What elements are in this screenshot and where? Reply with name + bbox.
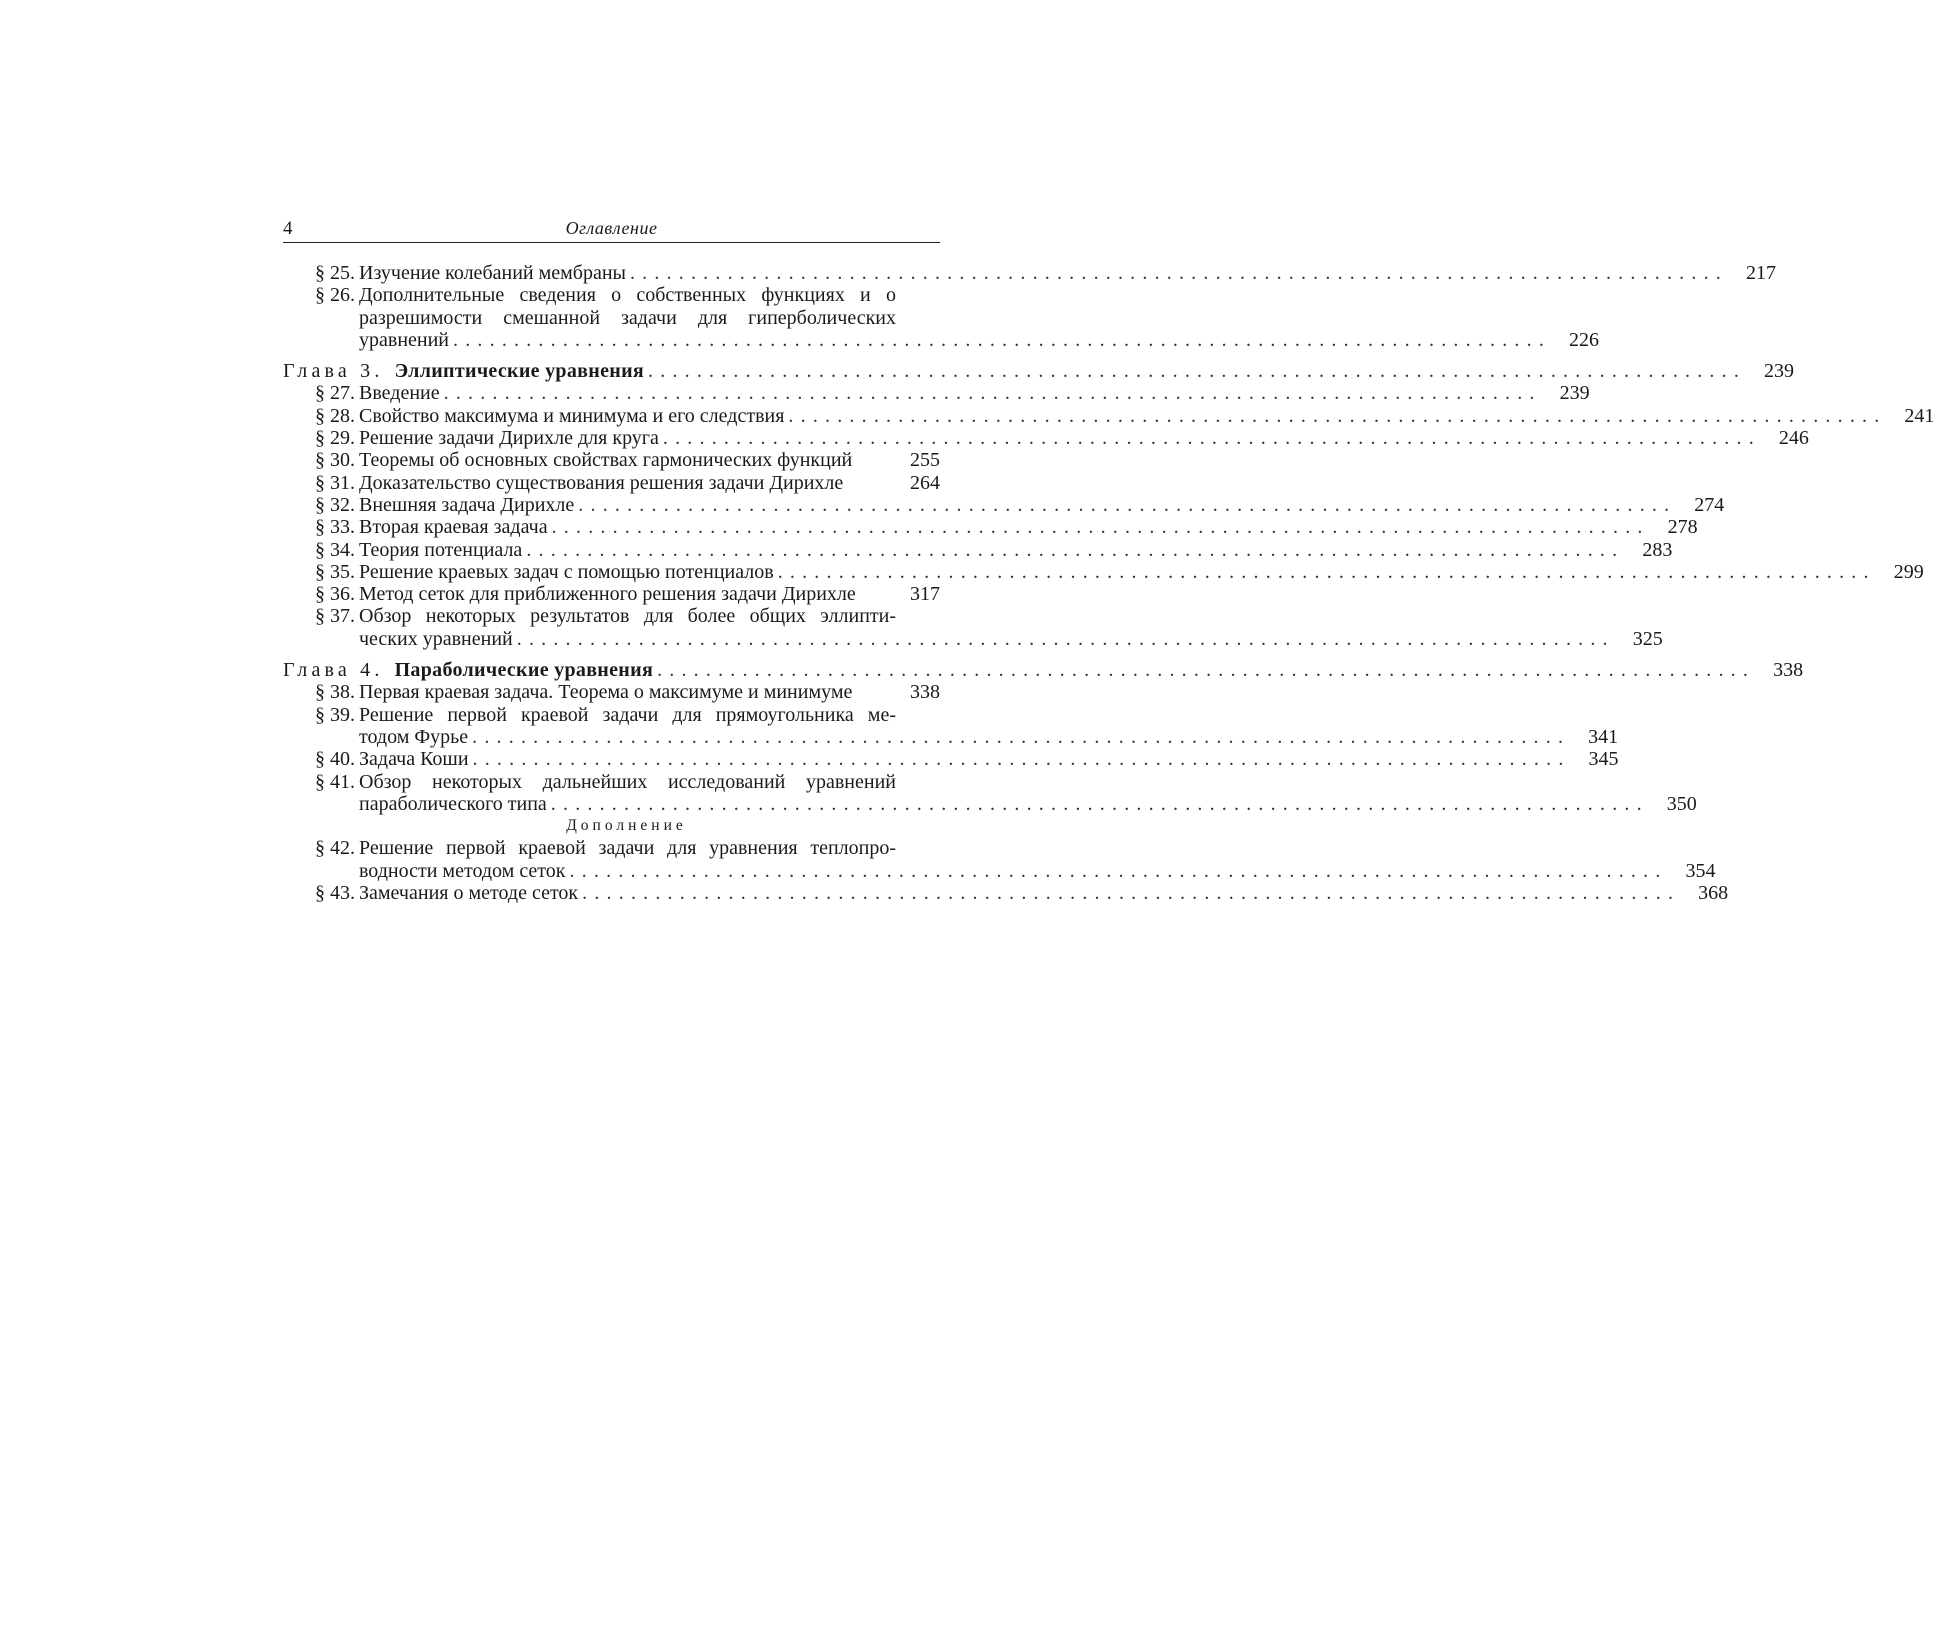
toc-entry	[283, 472, 940, 494]
dot-leader: ..........................................................................................	[472, 725, 1571, 748]
section-number: § 41.	[315, 770, 355, 793]
section-number: § 28.	[315, 404, 355, 427]
section-title-line: Дополнительные сведения о собственных функциях и о	[359, 284, 896, 307]
dot-leader: ..........................................................................................	[582, 882, 1681, 905]
dot-leader: ..........................................................................................	[551, 516, 1650, 539]
section-title: Метод сеток для приближенного решения задачи Дирихле	[359, 583, 856, 606]
page-ref: 226	[1569, 328, 1600, 351]
toc-entry	[283, 605, 940, 627]
page-ref: 368	[1698, 882, 1729, 905]
toc-entry	[283, 704, 940, 726]
dot-leader: ..........................................................................................	[788, 404, 1887, 427]
section-title-line: Обзор некоторых дальнейших исследований уравнений	[359, 770, 896, 793]
toc-entry	[283, 404, 1934, 427]
page-ref: 246	[1778, 427, 1809, 450]
toc-entry	[283, 382, 1590, 405]
page-ref: 325	[1632, 627, 1663, 650]
toc-entry	[283, 538, 1673, 561]
section-title-line: Решение первой краевой задачи для уравнения теплопро-	[359, 837, 896, 860]
section-title-line: тодом Фурье	[359, 725, 469, 748]
dot-leader: ..........................................................................................	[648, 360, 1747, 383]
chapter-title: Параболические уравнения	[394, 659, 654, 682]
section-number: § 36.	[315, 583, 355, 606]
dot-leader: ..........................................................................................	[657, 659, 1756, 682]
page-ref: 345	[1588, 748, 1619, 771]
section-title: Внешняя задача Дирихле	[359, 493, 575, 516]
table-of-contents	[283, 262, 1934, 905]
page-header	[283, 212, 940, 243]
section-title-line: Обзор некоторых результатов для более общих эллипти-	[359, 605, 896, 628]
dot-leader: ..........................................................................................	[629, 262, 1728, 284]
toc-entry-continued	[283, 792, 1697, 815]
dot-leader: ..........................................................................................	[662, 427, 1761, 450]
dot-leader: ..........................................................................................	[472, 748, 1571, 771]
section-title: Вторая краевая задача	[359, 516, 548, 539]
toc-entry	[283, 284, 940, 306]
page-number: 4	[283, 218, 293, 239]
section-number: § 38.	[315, 681, 355, 704]
page-ref: 217	[1745, 262, 1776, 284]
section-title: Задача Коши	[359, 748, 469, 771]
section-title: Замечания о методе сеток	[359, 882, 579, 905]
page-ref: 241	[1904, 404, 1934, 427]
chapter-label: Глава 4.	[283, 659, 384, 682]
toc-entry	[283, 681, 940, 703]
toc-entry-continued	[283, 859, 1716, 882]
toc-entry-continued	[283, 328, 1600, 351]
toc-entry	[283, 493, 1725, 516]
toc-entry	[283, 516, 1698, 539]
section-title-line: разрешимости смешанной задачи для гиперболических	[359, 306, 896, 329]
dot-leader: ..........................................................................................	[526, 538, 1625, 561]
page-ref: 299	[1893, 560, 1924, 583]
section-title-line: Решение первой краевой задачи для прямоугольника ме-	[359, 703, 896, 726]
page-ref: 239	[1764, 360, 1795, 383]
page-ref: 341	[1588, 725, 1619, 748]
chapter-title: Эллиптические уравнения	[394, 360, 645, 383]
dot-leader: ..........................................................................................	[453, 328, 1552, 351]
section-number: § 31.	[315, 471, 355, 494]
section-number: § 34.	[315, 538, 355, 561]
chapter-entry	[283, 360, 1795, 383]
dot-leader: ..........................................................................................	[516, 627, 1615, 650]
section-title-line: ческих уравнений	[359, 627, 513, 650]
page-ref: 338	[910, 681, 940, 704]
section-title: Решение задачи Дирихле для круга	[359, 427, 659, 450]
page-ref: 239	[1559, 382, 1590, 405]
toc-entry-continued	[283, 307, 940, 329]
page-ref: 338	[1773, 659, 1804, 682]
toc-entry	[283, 771, 940, 793]
section-title: Теория потенциала	[359, 538, 523, 561]
toc-entry	[283, 837, 940, 859]
section-title: Первая краевая задача. Теорема о максимуме и минимуме	[359, 681, 853, 704]
running-title: Оглавление	[565, 218, 658, 238]
addendum-heading-row	[283, 815, 940, 837]
section-number: § 37.	[315, 605, 355, 628]
section-number: § 27.	[315, 382, 355, 405]
dot-leader: ..........................................................................................	[443, 382, 1542, 405]
page-ref: 350	[1666, 792, 1697, 815]
dot-leader: ..........................................................................................	[777, 560, 1876, 583]
section-number: § 40.	[315, 748, 355, 771]
section-title: Решение краевых задач с помощью потенциалов	[359, 560, 774, 583]
section-title: Введение	[359, 382, 440, 405]
chapter-entry	[283, 659, 1804, 682]
chapter-label: Глава 3.	[283, 360, 384, 383]
section-title: Свойство максимума и минимума и его следствия	[359, 404, 785, 427]
toc-entry	[283, 560, 1924, 583]
dot-leader: ..........................................................................................	[569, 859, 1668, 882]
dot-leader: ..........................................................................................	[578, 493, 1677, 516]
section-number: § 33.	[315, 516, 355, 539]
toc-entry-continued	[283, 725, 1619, 748]
toc-entry	[283, 583, 940, 605]
section-number: § 29.	[315, 427, 355, 450]
page-ref: 274	[1694, 493, 1725, 516]
page-ref: 278	[1667, 516, 1698, 539]
section-number: § 39.	[315, 703, 355, 726]
page-ref: 283	[1642, 538, 1673, 561]
toc-entry	[283, 427, 1809, 450]
page-ref: 255	[910, 449, 940, 472]
section-title: Теоремы об основных свойствах гармонических функций	[359, 449, 853, 472]
section-number: § 32.	[315, 493, 355, 516]
section-title-line: параболического типа	[359, 792, 547, 815]
section-title-line: водности методом сеток	[359, 859, 566, 882]
section-number: § 30.	[315, 449, 355, 472]
page-ref: 264	[910, 471, 940, 494]
page-ref: 354	[1685, 859, 1716, 882]
section-number: § 43.	[315, 882, 355, 905]
section-number: § 35.	[315, 560, 355, 583]
section-title-line: уравнений	[359, 328, 450, 351]
section-number: § 25.	[315, 262, 355, 284]
toc-entry-continued	[283, 627, 1663, 650]
section-number: § 42.	[315, 837, 355, 860]
toc-entry	[283, 748, 1619, 771]
toc-entry	[283, 882, 1729, 905]
section-number: § 26.	[315, 284, 355, 307]
toc-entry	[283, 262, 1776, 284]
section-title: Доказательство существования решения задачи Дирихле	[359, 471, 844, 494]
addendum-heading: Дополнение	[566, 817, 687, 835]
dot-leader: ..........................................................................................	[550, 792, 1649, 815]
section-title: Изучение колебаний мембраны	[359, 262, 626, 284]
page-ref: 317	[910, 583, 940, 606]
toc-entry	[283, 449, 940, 471]
